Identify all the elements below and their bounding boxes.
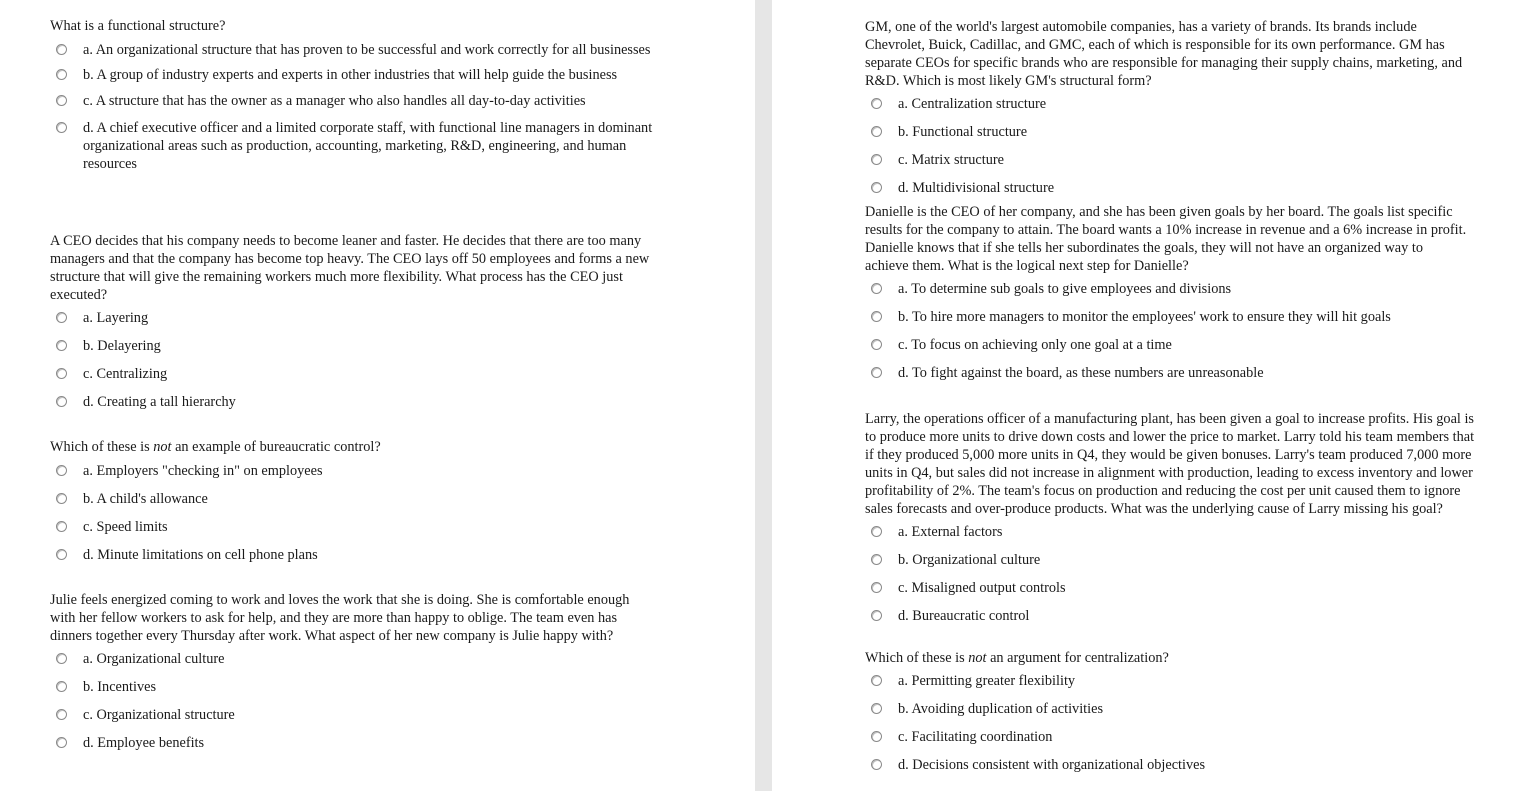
answer-label[interactable]: a. Employers "checking in" on employees (83, 463, 323, 479)
question-bureaucratic-control (50, 438, 660, 564)
answer-option[interactable] (50, 309, 665, 327)
answer-label[interactable]: a. External factors (898, 524, 1003, 540)
answer-option[interactable] (865, 523, 1480, 541)
question-text-end: an example of bureaucratic control? (171, 439, 381, 455)
question-text (865, 649, 1475, 667)
radio-button[interactable] (871, 703, 882, 714)
answer-label[interactable]: d. Decisions consistent with organizational objectives (898, 757, 1206, 773)
question-gm-structure (865, 18, 1480, 197)
question-centralization (865, 649, 1475, 774)
answer-label[interactable]: a. Organizational culture (83, 651, 225, 667)
answer-option[interactable] (50, 734, 650, 752)
answer-label[interactable]: a. An organizational structure that has proven to be successful and work correctly for all businesses (83, 42, 651, 58)
answer-label[interactable]: b. Functional structure (898, 124, 1028, 140)
answer-label[interactable]: b. Incentives (83, 679, 157, 695)
answer-option[interactable] (50, 490, 660, 508)
radio-button[interactable] (56, 396, 67, 407)
radio-button[interactable] (56, 521, 67, 532)
answer-label[interactable]: b. A child's allowance (83, 491, 208, 507)
radio-button[interactable] (871, 339, 882, 350)
question-text: What is a functional structure? (50, 18, 226, 34)
answer-label[interactable]: d. Bureaucratic control (898, 608, 1030, 624)
radio-button[interactable] (56, 653, 67, 664)
answer-label[interactable]: a. To determine sub goals to give employees and divisions (898, 281, 1232, 297)
question-text: Julie feels energized coming to work and loves the work that she is doing. She is comfortable enough with her fellow workers to ask for help, and they are more than happy to oblige. The team even has dinners together every Thursday after work. What aspect of her new company is Julie happy with? (50, 592, 630, 644)
answer-option[interactable] (865, 672, 1475, 690)
radio-button[interactable] (56, 709, 67, 720)
question-text-start: Which of these is (865, 650, 969, 666)
radio-button[interactable] (871, 311, 882, 322)
question-functional-structure (50, 17, 660, 173)
radio-button[interactable] (871, 582, 882, 593)
radio-button[interactable] (871, 126, 882, 137)
answer-option[interactable] (865, 700, 1475, 718)
radio-button[interactable] (56, 368, 67, 379)
radio-button[interactable] (871, 554, 882, 565)
question-text (50, 438, 660, 456)
answer-option[interactable] (50, 650, 650, 668)
answer-label[interactable]: b. Avoiding duplication of activities (898, 701, 1104, 717)
answer-option[interactable] (50, 393, 665, 411)
answer-label[interactable]: c. Misaligned output controls (898, 580, 1066, 596)
radio-button[interactable] (871, 610, 882, 621)
answer-option[interactable] (50, 66, 660, 84)
answer-label[interactable]: b. Organizational culture (898, 552, 1041, 568)
answer-label[interactable]: b. A group of industry experts and experts in other industries that will help guide the business (83, 67, 618, 83)
radio-button[interactable] (871, 675, 882, 686)
radio-button[interactable] (56, 549, 67, 560)
answer-label[interactable]: c. To focus on achieving only one goal at a time (898, 337, 1172, 353)
question-text-emphasis: not (968, 650, 987, 666)
answer-option[interactable] (865, 179, 1480, 197)
radio-button[interactable] (871, 759, 882, 770)
radio-button[interactable] (56, 69, 67, 80)
radio-button[interactable] (56, 44, 67, 55)
answer-option[interactable] (865, 123, 1480, 141)
answer-label[interactable]: a. Centralization structure (898, 96, 1047, 112)
answer-option[interactable] (865, 728, 1475, 746)
answer-label[interactable]: d. A chief executive officer and a limited corporate staff, with functional line managers in dominant organizational areas such as production, accounting, marketing, R&D, engineering, and human resources (83, 120, 653, 172)
radio-button[interactable] (871, 182, 882, 193)
radio-button[interactable] (56, 312, 67, 323)
question-text-end: an argument for centralization? (986, 650, 1169, 666)
answer-option[interactable] (50, 546, 660, 564)
answer-option[interactable] (50, 365, 665, 383)
answer-label[interactable]: c. Organizational structure (83, 707, 235, 723)
radio-button[interactable] (56, 681, 67, 692)
answer-label[interactable]: c. Matrix structure (898, 152, 1004, 168)
answer-option[interactable] (50, 92, 660, 110)
radio-button[interactable] (56, 465, 67, 476)
question-julie-culture (50, 591, 650, 752)
answer-option[interactable] (865, 280, 1470, 298)
answer-label[interactable]: d. Multidivisional structure (898, 180, 1055, 196)
answer-option[interactable] (865, 607, 1480, 625)
radio-button[interactable] (56, 340, 67, 351)
radio-button[interactable] (871, 367, 882, 378)
answer-option[interactable] (865, 308, 1470, 326)
answer-label[interactable]: d. To fight against the board, as these numbers are unreasonable (898, 365, 1264, 381)
answer-label[interactable]: b. Delayering (83, 338, 161, 354)
answer-label[interactable]: c. Speed limits (83, 519, 168, 535)
answer-option[interactable] (50, 678, 650, 696)
question-text: GM, one of the world's largest automobile companies, has a variety of brands. Its brands include Chevrolet, Buick, Cadillac, and GMC, each of which is responsible for its own performance. GM has separate CEOs for specific brands who are responsible for managing their supply chains, marketing, and R&D. Which is most likely GM's structural form? (865, 19, 1463, 89)
question-larry-output (865, 410, 1480, 625)
question-danielle-goals (865, 203, 1470, 382)
radio-button[interactable] (871, 731, 882, 742)
answer-option[interactable] (50, 119, 660, 173)
answer-label[interactable]: d. Creating a tall hierarchy (83, 394, 236, 410)
answer-label[interactable]: c. Centralizing (83, 366, 168, 382)
answer-label[interactable]: d. Employee benefits (83, 735, 205, 751)
answer-label[interactable]: a. Permitting greater flexibility (898, 673, 1076, 689)
answer-option[interactable] (865, 579, 1480, 597)
column-divider (755, 0, 772, 791)
question-ceo-delayering (50, 232, 665, 411)
radio-button[interactable] (56, 493, 67, 504)
radio-button[interactable] (871, 526, 882, 537)
radio-button[interactable] (56, 122, 67, 133)
answer-option[interactable] (865, 336, 1470, 354)
answer-option[interactable] (50, 462, 660, 480)
radio-button[interactable] (56, 737, 67, 748)
question-text: A CEO decides that his company needs to become leaner and faster. He decides that there are too many managers and that the company has become top heavy. The CEO lays off 50 employees and forms a new structure that will give the remaining workers much more flexibility. What process has the CEO just executed? (50, 233, 650, 303)
radio-button[interactable] (56, 95, 67, 106)
radio-button[interactable] (871, 154, 882, 165)
radio-button[interactable] (871, 98, 882, 109)
answer-label[interactable]: c. Facilitating coordination (898, 729, 1053, 745)
radio-button[interactable] (871, 283, 882, 294)
question-text-start: Which of these is (50, 439, 154, 455)
answer-option[interactable] (50, 337, 665, 355)
answer-option[interactable] (50, 41, 660, 59)
answer-option[interactable] (865, 151, 1480, 169)
answer-option[interactable] (50, 706, 650, 724)
question-text: Danielle is the CEO of her company, and she has been given goals by her board. The goals list specific results for the company to attain. The board wants a 10% increase in revenue and a 6% increase in profit. Danielle knows that if she tells her subordinates the goals, they will not have an organized way to achieve them. What is the logical next step for Danielle? (865, 204, 1467, 274)
answer-option[interactable] (865, 95, 1480, 113)
answer-label[interactable]: a. Layering (83, 310, 149, 326)
answer-label[interactable]: b. To hire more managers to monitor the employees' work to ensure they will hit goals (898, 309, 1391, 325)
answer-label[interactable]: d. Minute limitations on cell phone plans (83, 547, 318, 563)
answer-option[interactable] (865, 364, 1470, 382)
answer-option[interactable] (50, 518, 660, 536)
answer-option[interactable] (865, 756, 1475, 774)
question-text: Larry, the operations officer of a manufacturing plant, has been given a goal to increase profits. His goal is to produce more units to drive down costs and lower the price to market. Larry told his team members that if they produced 5,000 more units in Q4, they would be given bonuses. Larry's team produced 7,000 more units in Q4, but sales did not increase in alignment with production, leading to excess inventory and lower profitability of 2%. The team's focus on production and reducing the cost per unit caused them to ignore sales forecasts and over-produce products. What was the underlying cause of Larry missing his goal? (865, 411, 1475, 517)
answer-label[interactable]: c. A structure that has the owner as a manager who also handles all day-to-day activities (83, 93, 586, 109)
answer-option[interactable] (865, 551, 1480, 569)
question-text-emphasis: not (153, 439, 172, 455)
